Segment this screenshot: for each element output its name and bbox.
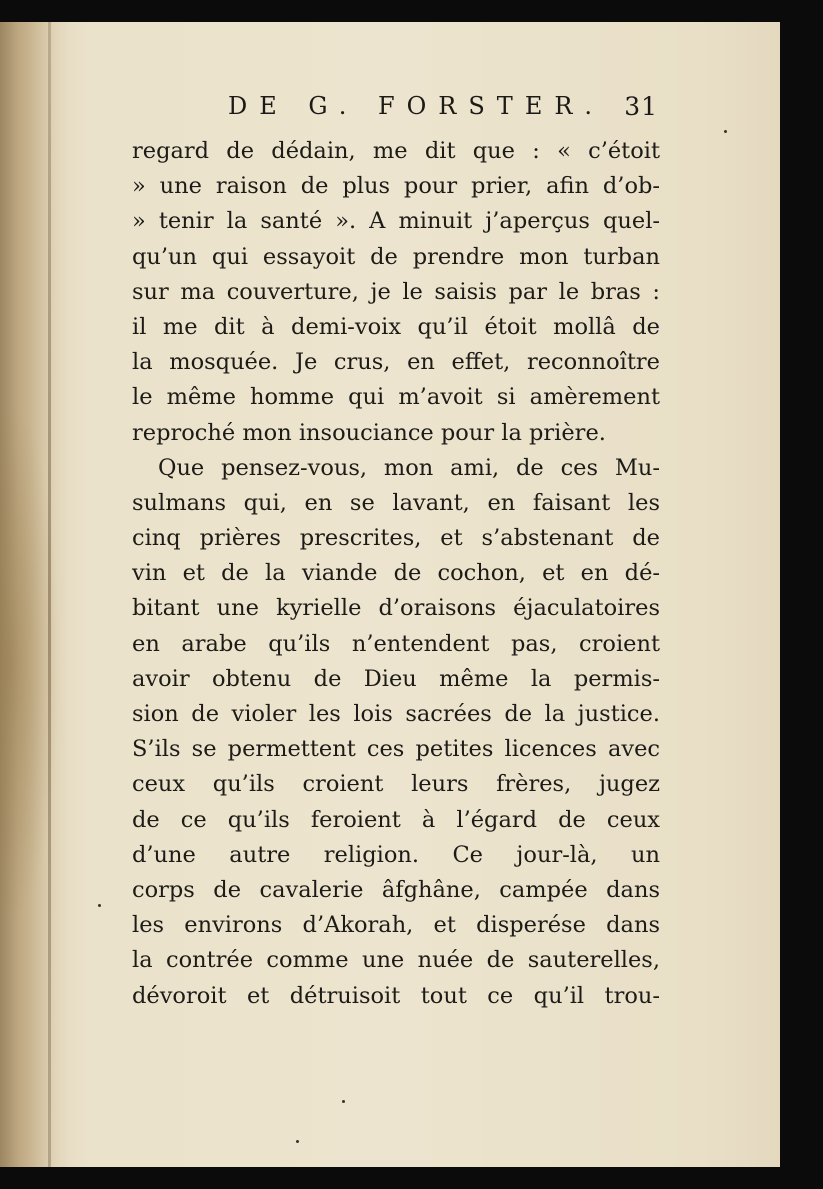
- text-line: » une raison de plus pour prier, afin d’ob-: [132, 173, 660, 200]
- text-line: d’une autre religion. Ce jour-là, un: [132, 841, 660, 868]
- text-line: regard de dédain, me dit que : « c’étoit: [132, 138, 660, 164]
- text-line: qu’un qui essayoit de prendre mon turban: [132, 243, 660, 270]
- text-line: avoir obtenu de Dieu même la permis-: [132, 665, 660, 692]
- text-line: bitant une kyrielle d’oraisons éjaculatoires: [132, 595, 660, 622]
- text-line: cinq prières prescrites, et s’abstenant de: [132, 525, 660, 552]
- text-line: » tenir la santé ». A minuit j’aperçus quel-: [132, 208, 660, 235]
- text-line: ceux qu’ils croient leurs frères, jugez: [132, 771, 660, 798]
- text-line: dévoroit et détruisoit tout ce qu’il trou-: [132, 982, 660, 1009]
- text-line: les environs d’Akorah, et disperése dans: [132, 912, 660, 939]
- text-line: le même homme qui m’avoit si amèrement: [132, 384, 660, 411]
- page-number: 31: [624, 92, 658, 121]
- text-line: la contrée comme une nuée de sauterelles,: [132, 947, 660, 974]
- paper-speck: [342, 1100, 345, 1103]
- text-line: de ce qu’ils feroient à l’égard de ceux: [132, 806, 660, 833]
- text-line: S’ils se permettent ces petites licences avec: [132, 736, 660, 763]
- text-line: reproché mon insouciance pour la prière.: [132, 419, 606, 446]
- text-line: sur ma couverture, je le saisis par le bras :: [132, 278, 660, 305]
- text-line: vin et de la viande de cochon, et en dé-: [132, 560, 660, 587]
- running-head: [228, 92, 658, 128]
- paper-speck: [98, 904, 101, 907]
- text-line: sulmans qui, en se lavant, en faisant les: [132, 489, 660, 516]
- paper-speck: [296, 1140, 299, 1143]
- text-line: en arabe qu’ils n’entendent pas, croient: [132, 630, 660, 657]
- paper-speck: [724, 130, 727, 133]
- text-line: il me dit à demi-voix qu’il étoit mollâ de: [132, 313, 660, 340]
- text-line: la mosquée. Je crus, en effet, reconnoître: [132, 349, 660, 376]
- paragraph-first-line: Que pensez-vous, mon ami, de ces Mu-: [158, 454, 660, 481]
- book-page: [0, 22, 780, 1167]
- paper-stain: [0, 402, 60, 922]
- text-line: sion de violer les lois sacrées de la justice.: [132, 701, 660, 727]
- body-text: [132, 134, 660, 1014]
- text-line: corps de cavalerie âfghâne, campée dans: [132, 876, 660, 903]
- running-head-title: DE G. FORSTER.: [228, 92, 605, 120]
